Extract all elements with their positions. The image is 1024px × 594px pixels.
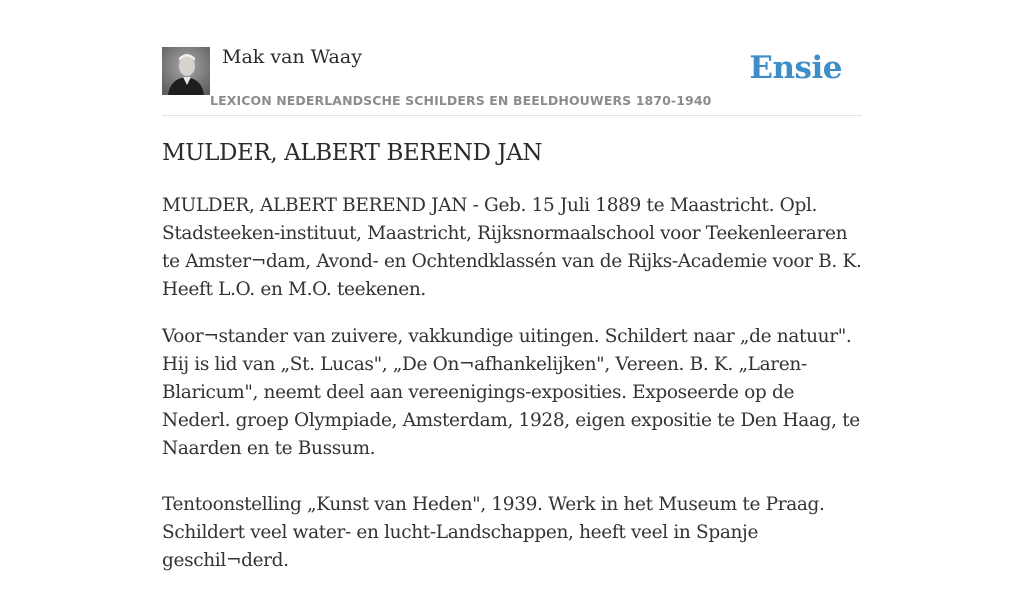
author-name-link[interactable]: Mak van Waay (222, 46, 362, 68)
source-title-link[interactable]: LEXICON NEDERLANDSCHE SCHILDERS EN BEELDHOUWERS 1870-1940 (210, 93, 712, 108)
article-header (162, 0, 862, 116)
article-title: MULDER, ALBERT BEREND JAN (162, 140, 543, 166)
author-avatar[interactable] (162, 47, 210, 95)
article-body (162, 192, 862, 594)
page-container (162, 0, 862, 571)
ensie-logo[interactable]: Ensie (749, 50, 842, 86)
article-paragraph: MULDER, ALBERT BEREND JAN - Geb. 15 Juli 1889 te Maastricht. Opl. Stadsteeken-instituut, Maastricht, Rijksnormaalschool voor Teekenleeraren te Amster¬dam, Avond- en Ochtendklassén van de Rijks-Academie voor B. K. Heeft L.O. en M.O. teekenen. (162, 195, 862, 300)
article-paragraph: Voor¬stander van zuivere, vakkundige uitingen. Schildert naar „de natuur". Hij is lid van „St. Lucas", „De On¬afhankelijken", Vereen. B. K. „Laren-Blaricum", neemt deel aan vereenigings-exposities. Exposeerde op de Nederl. groep Olympiade, Amsterdam, 1928, eigen expositie te Den Haag, te Naarden en te Bussum. Tentoonstelling „Kunst van Heden", 1939. Werk in het Museum te Praag. Schildert veel water- en lucht-Landschappen, heeft veel in Spanje geschil¬derd. (162, 326, 860, 571)
portrait-avatar-icon (162, 47, 210, 95)
